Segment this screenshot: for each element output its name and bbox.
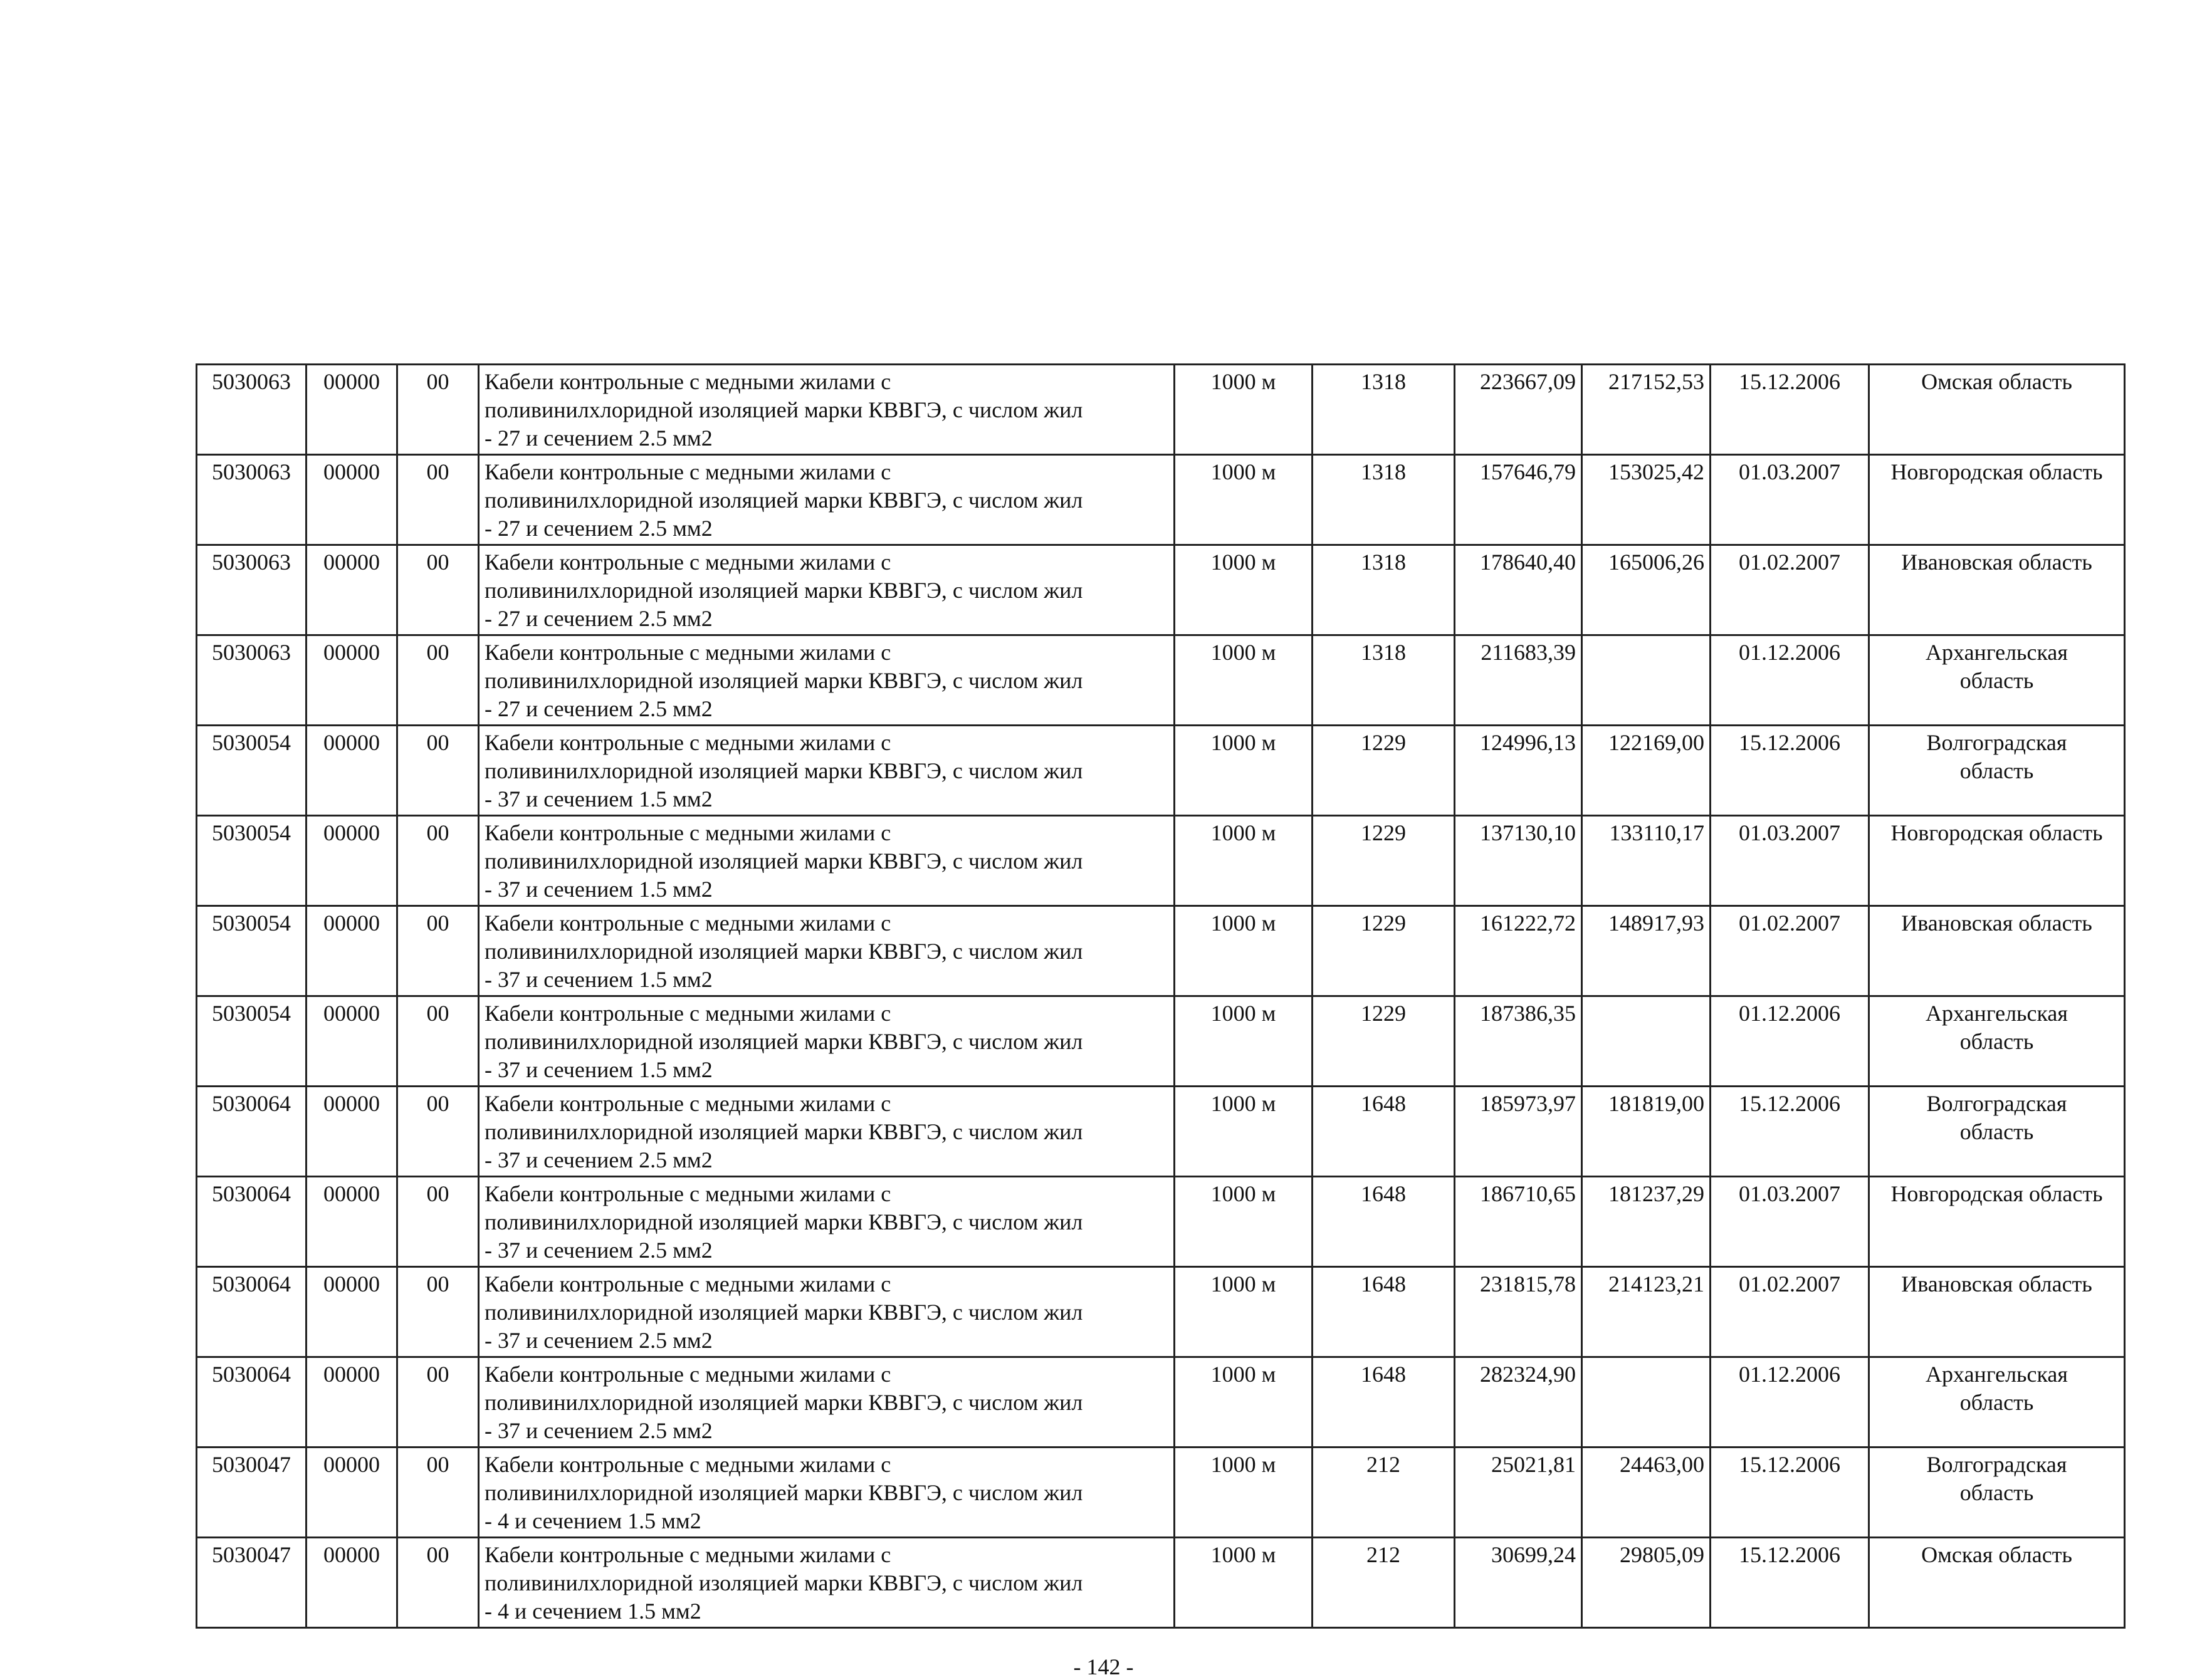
unit-cell: 1000 м [1175, 816, 1313, 906]
table-row [197, 1087, 2125, 1177]
subcode-cell: 00000 [307, 635, 397, 726]
description-line: поливинилхлоридной изоляцией марки КВВГЭ, с числом жил [485, 1390, 1083, 1415]
date-cell: 01.02.2007 [1711, 906, 1869, 996]
subcode-cell: 00000 [307, 1357, 397, 1448]
description-line: поливинилхлоридной изоляцией марки КВВГЭ, с числом жил [485, 488, 1083, 513]
subcode-cell: 00000 [307, 1177, 397, 1267]
description-line: Кабели контрольные с медными жилами с [485, 1271, 891, 1297]
description-line: поливинилхлоридной изоляцией марки КВВГЭ, с числом жил [485, 397, 1083, 422]
unit-cell: 1000 м [1175, 1538, 1313, 1628]
suffix-cell: 00 [397, 1267, 479, 1357]
description-line: - 37 и сечением 1.5 мм2 [485, 786, 713, 811]
description-line: поливинилхлоридной изоляцией марки КВВГЭ, с числом жил [485, 1480, 1083, 1505]
product-code-cell: 5030063 [197, 545, 307, 635]
description-cell [479, 906, 1175, 996]
region-line: область [1959, 1029, 2034, 1054]
description-line: - 37 и сечением 1.5 мм2 [485, 967, 713, 992]
description-line: - 4 и сечением 1.5 мм2 [485, 1599, 701, 1624]
price-2-cell [1582, 1357, 1711, 1448]
description-line: Кабели контрольные с медными жилами с [485, 1001, 891, 1026]
description-line: - 27 и сечением 2.5 мм2 [485, 516, 713, 541]
table-row [197, 996, 2125, 1087]
description-line: - 27 и сечением 2.5 мм2 [485, 606, 713, 631]
unit-cell: 1000 м [1175, 1177, 1313, 1267]
region-cell [1869, 906, 2125, 996]
region-line: область [1959, 668, 2034, 693]
price-1-cell: 124996,13 [1455, 726, 1582, 816]
quantity-cell: 1318 [1313, 365, 1455, 455]
description-line: - 37 и сечением 2.5 мм2 [485, 1328, 713, 1353]
unit-cell: 1000 м [1175, 455, 1313, 545]
price-1-cell: 223667,09 [1455, 365, 1582, 455]
price-2-cell: 153025,42 [1582, 455, 1711, 545]
suffix-cell: 00 [397, 635, 479, 726]
description-line: Кабели контрольные с медными жилами с [485, 1091, 891, 1116]
description-line: - 37 и сечением 1.5 мм2 [485, 877, 713, 902]
price-1-cell: 30699,24 [1455, 1538, 1582, 1628]
date-cell: 01.02.2007 [1711, 545, 1869, 635]
description-line: Кабели контрольные с медными жилами с [485, 730, 891, 755]
suffix-cell: 00 [397, 906, 479, 996]
region-line: Архангельская [1926, 1001, 2068, 1026]
table-row [197, 635, 2125, 726]
table-row [197, 1267, 2125, 1357]
suffix-cell: 00 [397, 1177, 479, 1267]
table-row [197, 816, 2125, 906]
region-line: Волгоградская [1926, 1452, 2067, 1477]
region-line: Ивановская область [1901, 550, 2092, 575]
product-code-cell: 5030063 [197, 635, 307, 726]
price-2-cell: 165006,26 [1582, 545, 1711, 635]
region-line: область [1959, 1480, 2034, 1505]
description-line: Кабели контрольные с медными жилами с [485, 459, 891, 484]
product-code-cell: 5030054 [197, 816, 307, 906]
price-2-cell: 181237,29 [1582, 1177, 1711, 1267]
table-row [197, 1538, 2125, 1628]
quantity-cell: 1648 [1313, 1177, 1455, 1267]
date-cell: 15.12.2006 [1711, 726, 1869, 816]
description-cell [479, 1538, 1175, 1628]
description-line: поливинилхлоридной изоляцией марки КВВГЭ, с числом жил [485, 848, 1083, 874]
price-2-cell: 24463,00 [1582, 1448, 1711, 1538]
subcode-cell: 00000 [307, 1087, 397, 1177]
price-2-cell [1582, 635, 1711, 726]
product-code-cell: 5030064 [197, 1177, 307, 1267]
description-line: - 4 и сечением 1.5 мм2 [485, 1508, 701, 1533]
product-code-cell: 5030064 [197, 1267, 307, 1357]
region-line: Волгоградская [1926, 730, 2067, 755]
unit-cell: 1000 м [1175, 635, 1313, 726]
product-code-cell: 5030047 [197, 1538, 307, 1628]
quantity-cell: 1229 [1313, 816, 1455, 906]
region-cell [1869, 1448, 2125, 1538]
quantity-cell: 1648 [1313, 1267, 1455, 1357]
description-line: поливинилхлоридной изоляцией марки КВВГЭ, с числом жил [485, 578, 1083, 603]
suffix-cell: 00 [397, 455, 479, 545]
product-code-cell: 5030054 [197, 906, 307, 996]
description-cell [479, 455, 1175, 545]
date-cell: 15.12.2006 [1711, 1448, 1869, 1538]
price-table [196, 363, 2126, 1629]
region-cell [1869, 996, 2125, 1087]
description-line: - 37 и сечением 2.5 мм2 [485, 1418, 713, 1443]
region-cell [1869, 1087, 2125, 1177]
product-code-cell: 5030064 [197, 1357, 307, 1448]
description-cell [479, 816, 1175, 906]
description-line: Кабели контрольные с медными жилами с [485, 820, 891, 845]
subcode-cell: 00000 [307, 906, 397, 996]
description-cell [479, 1177, 1175, 1267]
region-cell [1869, 726, 2125, 816]
price-1-cell: 282324,90 [1455, 1357, 1582, 1448]
description-cell [479, 1087, 1175, 1177]
date-cell: 01.12.2006 [1711, 996, 1869, 1087]
subcode-cell: 00000 [307, 1538, 397, 1628]
region-line: Омская область [1921, 369, 2072, 394]
suffix-cell: 00 [397, 1538, 479, 1628]
quantity-cell: 1318 [1313, 455, 1455, 545]
description-line: поливинилхлоридной изоляцией марки КВВГЭ, с числом жил [485, 1300, 1083, 1325]
subcode-cell: 00000 [307, 1267, 397, 1357]
suffix-cell: 00 [397, 365, 479, 455]
table-row [197, 365, 2125, 455]
subcode-cell: 00000 [307, 365, 397, 455]
price-2-cell: 217152,53 [1582, 365, 1711, 455]
suffix-cell: 00 [397, 1448, 479, 1538]
region-cell [1869, 1538, 2125, 1628]
page-number: - 142 - [1073, 1654, 1134, 1679]
unit-cell: 1000 м [1175, 365, 1313, 455]
description-cell [479, 1448, 1175, 1538]
region-cell [1869, 1267, 2125, 1357]
region-cell [1869, 545, 2125, 635]
subcode-cell: 00000 [307, 816, 397, 906]
date-cell: 01.03.2007 [1711, 455, 1869, 545]
price-2-cell: 133110,17 [1582, 816, 1711, 906]
price-1-cell: 161222,72 [1455, 906, 1582, 996]
suffix-cell: 00 [397, 1357, 479, 1448]
price-2-cell: 29805,09 [1582, 1538, 1711, 1628]
description-line: Кабели контрольные с медными жилами с [485, 640, 891, 665]
date-cell: 01.02.2007 [1711, 1267, 1869, 1357]
date-cell: 01.03.2007 [1711, 816, 1869, 906]
date-cell: 01.12.2006 [1711, 1357, 1869, 1448]
price-1-cell: 25021,81 [1455, 1448, 1582, 1538]
table-row [197, 545, 2125, 635]
product-code-cell: 5030064 [197, 1087, 307, 1177]
price-1-cell: 157646,79 [1455, 455, 1582, 545]
price-1-cell: 211683,39 [1455, 635, 1582, 726]
description-line: поливинилхлоридной изоляцией марки КВВГЭ, с числом жил [485, 1570, 1083, 1595]
description-line: Кабели контрольные с медными жилами с [485, 1362, 891, 1387]
unit-cell: 1000 м [1175, 545, 1313, 635]
date-cell: 01.12.2006 [1711, 635, 1869, 726]
table-row [197, 1448, 2125, 1538]
quantity-cell: 1229 [1313, 996, 1455, 1087]
quantity-cell: 1318 [1313, 545, 1455, 635]
price-2-cell: 122169,00 [1582, 726, 1711, 816]
region-line: Волгоградская [1926, 1091, 2067, 1116]
unit-cell: 1000 м [1175, 996, 1313, 1087]
subcode-cell: 00000 [307, 996, 397, 1087]
suffix-cell: 00 [397, 816, 479, 906]
description-cell [479, 726, 1175, 816]
suffix-cell: 00 [397, 996, 479, 1087]
quantity-cell: 212 [1313, 1448, 1455, 1538]
description-line: - 27 и сечением 2.5 мм2 [485, 425, 713, 451]
region-line: область [1959, 758, 2034, 783]
table-row [197, 1357, 2125, 1448]
quantity-cell: 1229 [1313, 726, 1455, 816]
description-line: поливинилхлоридной изоляцией марки КВВГЭ, с числом жил [485, 1029, 1083, 1054]
suffix-cell: 00 [397, 726, 479, 816]
description-cell [479, 545, 1175, 635]
unit-cell: 1000 м [1175, 1267, 1313, 1357]
description-cell [479, 1267, 1175, 1357]
region-line: Новгородская область [1890, 820, 2103, 845]
description-line: поливинилхлоридной изоляцией марки КВВГЭ, с числом жил [485, 939, 1083, 964]
price-1-cell: 185973,97 [1455, 1087, 1582, 1177]
date-cell: 15.12.2006 [1711, 1538, 1869, 1628]
table-row [197, 906, 2125, 996]
table-row [197, 455, 2125, 545]
unit-cell: 1000 м [1175, 726, 1313, 816]
region-cell [1869, 816, 2125, 906]
suffix-cell: 00 [397, 1087, 479, 1177]
description-line: Кабели контрольные с медными жилами с [485, 910, 891, 936]
description-cell [479, 996, 1175, 1087]
region-line: Ивановская область [1901, 1271, 2092, 1297]
region-line: Омская область [1921, 1542, 2072, 1567]
date-cell: 15.12.2006 [1711, 1087, 1869, 1177]
price-1-cell: 231815,78 [1455, 1267, 1582, 1357]
region-cell [1869, 1357, 2125, 1448]
description-line: - 37 и сечением 1.5 мм2 [485, 1057, 713, 1082]
region-line: Архангельская [1926, 640, 2068, 665]
description-line: Кабели контрольные с медными жилами с [485, 369, 891, 394]
description-cell [479, 635, 1175, 726]
description-line: Кабели контрольные с медными жилами с [485, 1452, 891, 1477]
region-cell [1869, 365, 2125, 455]
description-cell [479, 1357, 1175, 1448]
price-2-cell: 214123,21 [1582, 1267, 1711, 1357]
price-2-cell: 148917,93 [1582, 906, 1711, 996]
price-1-cell: 137130,10 [1455, 816, 1582, 906]
table-row [197, 726, 2125, 816]
quantity-cell: 1648 [1313, 1087, 1455, 1177]
quantity-cell: 1318 [1313, 635, 1455, 726]
region-line: Новгородская область [1890, 1181, 2103, 1206]
description-cell [479, 365, 1175, 455]
date-cell: 15.12.2006 [1711, 365, 1869, 455]
region-cell [1869, 1177, 2125, 1267]
subcode-cell: 00000 [307, 545, 397, 635]
price-1-cell: 186710,65 [1455, 1177, 1582, 1267]
region-line: область [1959, 1390, 2034, 1415]
region-cell [1869, 635, 2125, 726]
region-line: область [1959, 1119, 2034, 1144]
unit-cell: 1000 м [1175, 906, 1313, 996]
product-code-cell: 5030047 [197, 1448, 307, 1538]
product-code-cell: 5030063 [197, 455, 307, 545]
date-cell: 01.03.2007 [1711, 1177, 1869, 1267]
table-row [197, 1177, 2125, 1267]
description-line: поливинилхлоридной изоляцией марки КВВГЭ, с числом жил [485, 758, 1083, 783]
description-line: Кабели контрольные с медными жилами с [485, 550, 891, 575]
suffix-cell: 00 [397, 545, 479, 635]
quantity-cell: 1648 [1313, 1357, 1455, 1448]
description-line: поливинилхлоридной изоляцией марки КВВГЭ, с числом жил [485, 1209, 1083, 1234]
description-line: - 27 и сечением 2.5 мм2 [485, 696, 713, 721]
quantity-cell: 1229 [1313, 906, 1455, 996]
unit-cell: 1000 м [1175, 1357, 1313, 1448]
price-2-cell: 181819,00 [1582, 1087, 1711, 1177]
region-cell [1869, 455, 2125, 545]
region-line: Архангельская [1926, 1362, 2068, 1387]
price-1-cell: 178640,40 [1455, 545, 1582, 635]
product-code-cell: 5030054 [197, 726, 307, 816]
subcode-cell: 00000 [307, 1448, 397, 1538]
region-line: Ивановская область [1901, 910, 2092, 936]
quantity-cell: 212 [1313, 1538, 1455, 1628]
unit-cell: 1000 м [1175, 1448, 1313, 1538]
description-line: Кабели контрольные с медными жилами с [485, 1181, 891, 1206]
price-2-cell [1582, 996, 1711, 1087]
subcode-cell: 00000 [307, 726, 397, 816]
description-line: поливинилхлоридной изоляцией марки КВВГЭ, с числом жил [485, 1119, 1083, 1144]
description-line: - 37 и сечением 2.5 мм2 [485, 1238, 713, 1263]
unit-cell: 1000 м [1175, 1087, 1313, 1177]
product-code-cell: 5030063 [197, 365, 307, 455]
description-line: - 37 и сечением 2.5 мм2 [485, 1147, 713, 1172]
description-line: поливинилхлоридной изоляцией марки КВВГЭ, с числом жил [485, 668, 1083, 693]
description-line: Кабели контрольные с медными жилами с [485, 1542, 891, 1567]
region-line: Новгородская область [1890, 459, 2103, 484]
product-code-cell: 5030054 [197, 996, 307, 1087]
subcode-cell: 00000 [307, 455, 397, 545]
table-body [197, 365, 2125, 1628]
price-1-cell: 187386,35 [1455, 996, 1582, 1087]
